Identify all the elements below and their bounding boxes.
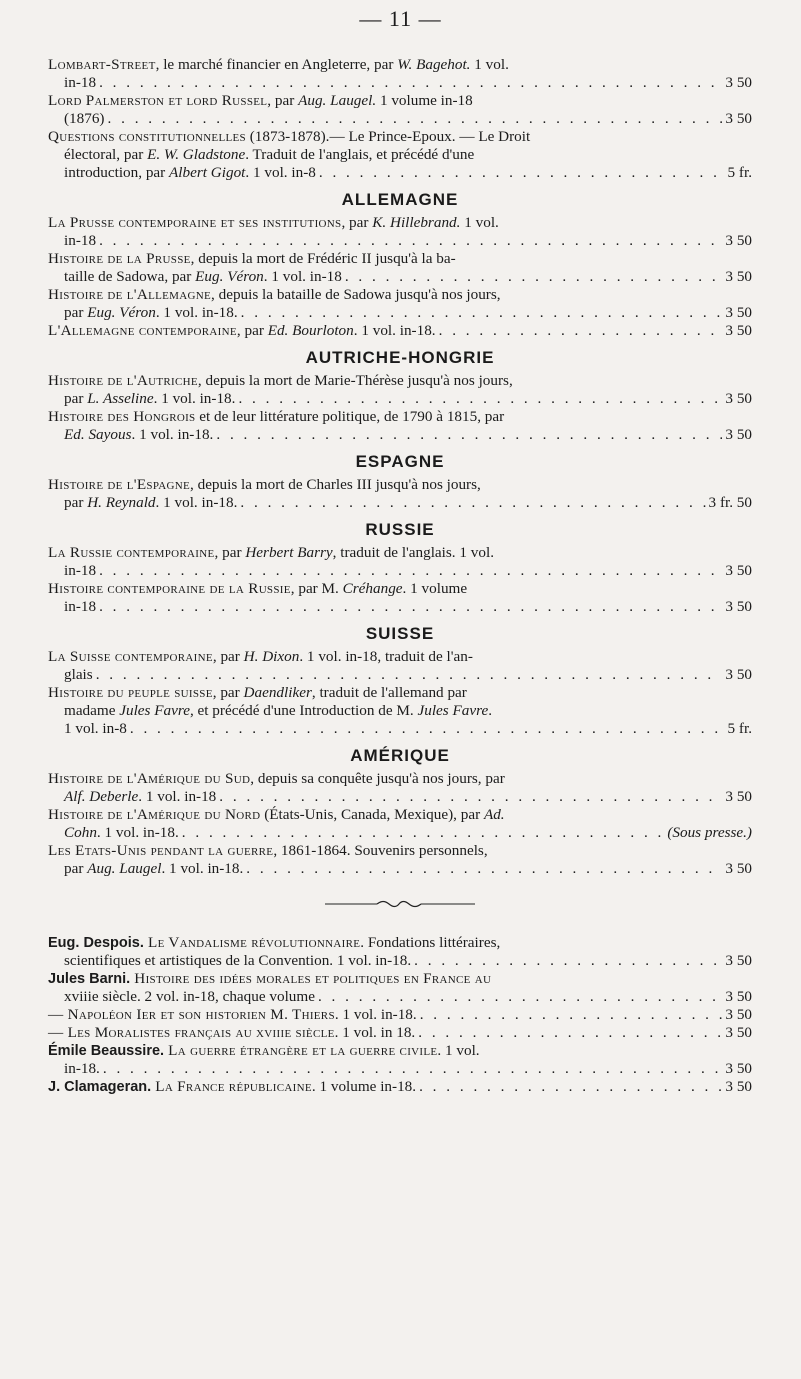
entry-title: La Suisse contemporaine <box>48 648 213 665</box>
entry-price: 3 50 <box>725 988 752 1005</box>
entry-text: , depuis la bataille de Sadowa jusqu'à nos jours, <box>211 286 501 303</box>
entry-title: — Les Moralistes français au xviiie siècle <box>48 1024 335 1041</box>
entry-text: , et précédé d'une Introduction de M. <box>189 702 418 719</box>
entry-text: . 1 volume <box>402 580 468 597</box>
entry-price: 3 50 <box>725 268 752 285</box>
entry-lead-line <box>48 1024 752 1042</box>
entry-price: 3 50 <box>725 860 752 877</box>
entry-title: La France républicaine <box>151 1078 312 1095</box>
entry-text: . <box>488 702 492 719</box>
entry-first-line <box>48 250 752 268</box>
entry-price: 3 50 <box>725 304 752 321</box>
entry-text: . Traduit de l'anglais, et précédé d'une <box>245 146 475 163</box>
catalogue-entry <box>48 1078 752 1096</box>
entry-author: Eug. Despois. <box>48 935 144 951</box>
entry-author: Alf. Deberle <box>64 788 139 805</box>
catalogue-entry <box>48 372 752 408</box>
section-heading: AMÉRIQUE <box>350 746 450 765</box>
entry-text: par <box>64 860 88 877</box>
entry-text: . 1 vol. in-18. <box>334 1006 417 1023</box>
entry-text: , par <box>267 92 299 109</box>
entry-text: . Fondations littéraires, <box>360 934 501 951</box>
catalogue-entry <box>48 286 752 322</box>
catalogue-entry <box>48 580 752 616</box>
entry-title: Histoire de l'Autriche <box>48 372 198 389</box>
entry-title: Lombart-Street <box>48 56 156 73</box>
catalogue-entry <box>48 806 752 842</box>
entry-first-line <box>48 806 752 824</box>
entry-lead-line <box>48 598 752 616</box>
entry-text: et de leur littérature politique, de 1790 à 1815, par <box>195 408 505 425</box>
entry-author: Aug. Laugel. <box>298 92 377 109</box>
entry-text: , 1861-1864. Souvenirs personnels, <box>273 842 488 859</box>
entry-title: Histoire de l'Amérique du Sud <box>48 770 251 787</box>
section-heading: ESPAGNE <box>355 452 445 471</box>
entry-author: W. Bagehot. <box>397 56 471 73</box>
catalogue-entry <box>48 970 752 1006</box>
catalogue-entry <box>48 476 752 512</box>
entry-first-line <box>48 580 752 598</box>
entry-lead-line <box>48 390 752 408</box>
entry-author: Ed. Bourloton <box>267 322 354 339</box>
entry-author: Herbert Barry <box>245 544 333 561</box>
entry-author: L. Asseline <box>87 390 154 407</box>
catalogue-entry <box>48 56 752 92</box>
entry-text: , par <box>212 648 244 665</box>
entry-author: Albert Gigot <box>169 164 246 181</box>
entry-price: 3 50 <box>725 390 752 407</box>
page-number: — 11 — <box>359 6 442 31</box>
entry-lead-line <box>48 1060 752 1078</box>
entry-first-line <box>48 544 752 562</box>
entry-format: in-18 <box>64 598 97 615</box>
entry-price: 3 50 <box>725 788 752 805</box>
entry-text: introduction, par <box>64 164 170 181</box>
entry-lead-line <box>48 720 752 738</box>
entry-first-line <box>48 286 752 304</box>
entry-format: in-18 <box>64 74 97 91</box>
entry-text: taille de Sadowa, par <box>64 268 196 285</box>
entry-text: , depuis la mort de Charles III jusqu'à nos jours, <box>190 476 481 493</box>
entry-text: par <box>64 390 88 407</box>
entry-lead-line <box>48 268 752 286</box>
entry-lead-line <box>48 322 752 340</box>
catalogue-entry <box>48 322 752 340</box>
entry-lead-line <box>48 824 752 842</box>
entry-text: 1 vol. <box>460 214 499 231</box>
entry-lead-line <box>48 562 752 580</box>
entry-title: L'Allemagne contemporaine <box>48 322 237 339</box>
entry-author: Cohn <box>64 824 97 841</box>
entry-title: Histoire du peuple suisse <box>48 684 213 701</box>
catalogue-entry <box>48 648 752 684</box>
catalogue-entry <box>48 250 752 286</box>
entry-author: Ed. Sayous <box>64 426 132 443</box>
entry-text: par <box>64 494 88 511</box>
entry-author: Émile Beaussire. <box>48 1043 165 1059</box>
entry-first-line <box>48 372 752 390</box>
entry-author: Jules Barni. <box>48 971 131 987</box>
section-heading: RUSSIE <box>365 520 435 539</box>
entry-first-line <box>48 408 752 426</box>
entry-text: , traduit de l'anglais. 1 vol. <box>332 544 494 561</box>
entry-first-line <box>48 970 752 988</box>
catalogue-entry <box>48 408 752 444</box>
entry-format: glais <box>64 666 93 683</box>
entry-text: , depuis la mort de Marie-Thérèse jusqu'à nos jours, <box>197 372 513 389</box>
entry-lead-line <box>48 860 752 878</box>
entry-price: 3 fr. 50 <box>708 494 752 511</box>
entry-text: , depuis la mort de Frédéric II jusqu'à la ba- <box>190 250 456 267</box>
entry-title: Lord Palmerston et lord Russel <box>48 92 268 109</box>
entry-title: — Napoléon Ier et son historien M. Thiers <box>48 1006 335 1023</box>
entry-price: 3 50 <box>725 426 752 443</box>
entry-text: , par <box>212 684 244 701</box>
entry-format: in-18 <box>64 232 97 249</box>
entry-author: Créhange <box>342 580 403 597</box>
entry-format: (1876) <box>64 110 105 127</box>
entry-text: . 1 vol. in 18. <box>334 1024 416 1041</box>
entry-first-line <box>48 1042 752 1060</box>
entry-price: 3 50 <box>725 666 752 683</box>
entry-title: Histoire des idées morales et politiques en France au <box>130 970 492 987</box>
entry-title: La guerre étrangère et la guerre civile <box>164 1042 438 1059</box>
entry-author: Aug. Laugel <box>87 860 162 877</box>
entry-continuation <box>48 702 752 720</box>
entry-author: Ad. <box>483 806 505 823</box>
section-heading: SUISSE <box>365 624 435 643</box>
entry-text: , depuis sa conquête jusqu'à nos jours, par <box>250 770 505 787</box>
catalogue-entry <box>48 544 752 580</box>
entry-price: 3 50 <box>725 598 752 615</box>
entry-price: 5 fr. <box>727 164 752 181</box>
entry-author: Eug. Véron <box>195 268 264 285</box>
entry-format: 1 vol. in-8 <box>64 720 127 737</box>
entry-first-line <box>48 476 752 494</box>
section-heading: ALLEMAGNE <box>341 190 459 209</box>
entry-author: J. Clamageran. <box>48 1079 152 1095</box>
entry-text: par <box>64 304 88 321</box>
entry-format: . 1 vol. in-18. <box>96 824 179 841</box>
entry-price: 5 fr. <box>727 720 752 737</box>
entry-price: 3 50 <box>725 232 752 249</box>
entry-text: (États-Unis, Canada, Mexique), par <box>260 806 484 823</box>
entry-lead-line <box>48 304 752 322</box>
entry-lead-line <box>48 232 752 250</box>
catalogue-content <box>48 56 752 1096</box>
entry-first-line <box>48 214 752 232</box>
entry-author: K. Hillebrand. <box>372 214 461 231</box>
entry-format: . 1 vol. in-18. <box>153 390 236 407</box>
ornament-icon <box>325 899 475 909</box>
entry-text: , par <box>341 214 373 231</box>
entry-text: (1873-1878).— Le Prince-Epoux. — Le Droit <box>245 128 531 145</box>
entry-first-line <box>48 684 752 702</box>
entry-text: 1 volume in-18 <box>376 92 473 109</box>
catalogue-entry <box>48 1024 752 1042</box>
entry-title: Histoire de l'Allemagne <box>48 286 212 303</box>
catalogue-entry <box>48 214 752 250</box>
entry-title: Le Vandalisme révolutionnaire <box>143 934 361 951</box>
entry-text: , le marché financier en Angleterre, par <box>155 56 398 73</box>
entry-title: Histoire de l'Amérique du Nord <box>48 806 261 823</box>
entry-lead-line <box>48 494 752 512</box>
entry-format: scientifiques et artistiques de la Convention. 1 vol. in-18. <box>64 952 412 969</box>
entry-title: Histoire de l'Espagne <box>48 476 190 493</box>
entry-lead-line <box>48 426 752 444</box>
entry-lead-line <box>48 1078 752 1096</box>
entry-author: Jules Favre <box>417 702 489 719</box>
entry-price: 3 50 <box>725 952 752 969</box>
entry-format: . 1 vol. in-18. <box>131 426 214 443</box>
entry-text: . 1 vol. <box>437 1042 480 1059</box>
catalogue-entry <box>48 1006 752 1024</box>
entry-text: . 1 volume in-18. <box>311 1078 417 1095</box>
entry-title: Histoire contemporaine de la Russie <box>48 580 291 597</box>
divider-ornament <box>48 896 752 914</box>
entry-first-line <box>48 770 752 788</box>
section-heading: AUTRICHE-HONGRIE <box>305 348 495 367</box>
catalogue-entry <box>48 934 752 970</box>
entry-price: 3 50 <box>725 74 752 91</box>
entry-title: Les Etats-Unis pendant la guerre <box>48 842 274 859</box>
entry-format: . 1 vol. in-18. <box>353 322 436 339</box>
entry-lead-line <box>48 1006 752 1024</box>
entry-lead-line <box>48 952 752 970</box>
catalogue-entry <box>48 128 752 182</box>
entry-lead-line <box>48 988 752 1006</box>
entry-status: (Sous presse.) <box>667 824 752 841</box>
entry-format: . 1 vol. in-18 <box>263 268 342 285</box>
catalogue-entry <box>48 684 752 738</box>
entry-price: 3 50 <box>725 562 752 579</box>
catalogue-entry <box>48 770 752 806</box>
entry-author: H. Dixon <box>243 648 300 665</box>
entry-format: in-18. <box>64 1060 100 1077</box>
catalogue-entry <box>48 92 752 128</box>
entry-format: . 1 vol. in-18. <box>155 304 238 321</box>
entry-text: madame <box>64 702 120 719</box>
entry-lead-line <box>48 666 752 684</box>
entry-text: 1 vol. <box>470 56 509 73</box>
entry-first-line <box>48 934 752 952</box>
entry-author: E. W. Gladstone <box>147 146 246 163</box>
entry-format: xviiie siècle. 2 vol. in-18, chaque volume <box>64 988 315 1005</box>
entry-title: Questions constitutionnelles <box>48 128 246 145</box>
entry-price: 3 50 <box>725 110 752 127</box>
entry-text: , traduit de l'allemand par <box>311 684 467 701</box>
entry-text: , par M. <box>290 580 343 597</box>
entry-first-line <box>48 842 752 860</box>
entry-first-line <box>48 648 752 666</box>
entry-author: Daendliker <box>243 684 312 701</box>
entry-lead-line <box>48 788 752 806</box>
entry-title: La Russie contemporaine <box>48 544 215 561</box>
entry-format: in-18 <box>64 562 97 579</box>
entry-price: 3 50 <box>725 322 752 339</box>
entry-author: Jules Favre <box>119 702 190 719</box>
entry-format: . 1 vol. in-18. <box>155 494 238 511</box>
catalogue-entry <box>48 1042 752 1078</box>
entry-author: H. Reynald <box>87 494 156 511</box>
entry-text: , par <box>236 322 268 339</box>
entry-format: . 1 vol. in-18 <box>138 788 217 805</box>
entry-price: 3 50 <box>725 1078 752 1095</box>
entry-text: , par <box>214 544 246 561</box>
entry-text: électoral, par <box>64 146 148 163</box>
entry-title: La Prusse contemporaine et ses institutions <box>48 214 342 231</box>
entry-text: . 1 vol. in-18, traduit de l'an- <box>299 648 473 665</box>
entry-format: . 1 vol. in-8 <box>245 164 316 181</box>
entry-title: Histoire des Hongrois <box>48 408 196 425</box>
entry-format: . 1 vol. in-18. <box>161 860 244 877</box>
entry-price: 3 50 <box>725 1006 752 1023</box>
entry-price: 3 50 <box>725 1024 752 1041</box>
entry-price: 3 50 <box>725 1060 752 1077</box>
entry-title: Histoire de la Prusse <box>48 250 191 267</box>
entry-author: Eug. Véron <box>87 304 156 321</box>
catalogue-entry <box>48 842 752 878</box>
